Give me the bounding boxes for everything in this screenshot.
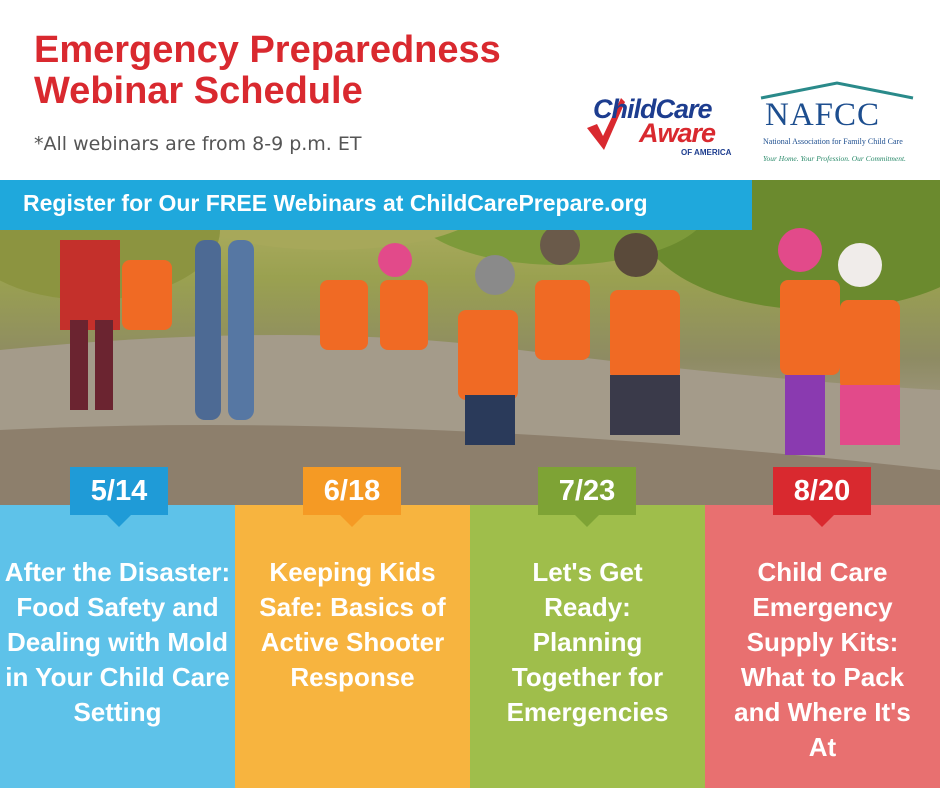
child-care-aware-logo	[585, 88, 750, 158]
webinar-column-3	[470, 475, 705, 788]
register-banner[interactable]	[0, 180, 752, 230]
webinar-column-4	[705, 475, 940, 788]
date-tab-2	[303, 467, 401, 527]
cca-logo-line-2: Aware	[639, 118, 716, 148]
nafcc-logo	[757, 80, 917, 168]
cca-logo-line-1: ChildCare	[593, 94, 712, 124]
webinar-title-3: Let's Get Ready: Planning Together for Emergencies	[506, 557, 669, 727]
webinar-date-4: 8/20	[793, 475, 851, 507]
subtitle: *All webinars are from 8-9 p.m. ET	[34, 133, 362, 155]
webinar-date-1: 5/14	[90, 475, 148, 507]
register-banner-text[interactable]: Register for Our FREE Webinars at ChildCarePrepare.org	[23, 190, 648, 216]
nafcc-name: NAFCC	[765, 97, 881, 133]
nafcc-tagline: Your Home. Your Profession. Our Commitment.	[763, 154, 906, 163]
nafcc-full-name: National Association for Family Child Care	[763, 137, 903, 146]
webinar-column-1	[0, 475, 235, 788]
title-line-1: Emergency Preparedness	[34, 29, 501, 71]
webinar-title-2: Keeping Kids Safe: Basics of Active Shooter Response	[259, 557, 446, 692]
page-title	[34, 30, 501, 112]
cca-logo-line-3: OF AMERICA	[681, 148, 732, 157]
title-line-2: Webinar Schedule	[34, 70, 363, 112]
date-tab-3	[538, 467, 636, 527]
date-tab-1	[70, 467, 168, 527]
webinar-date-3: 7/23	[558, 475, 616, 507]
webinar-title-4: Child Care Emergency Supply Kits: What to Pack and Where It's At	[734, 557, 911, 762]
date-tab-4	[773, 467, 871, 527]
webinar-title-1: After the Disaster: Food Safety and Dealing with Mold in Your Child Care Setting	[4, 557, 231, 727]
webinar-date-2: 6/18	[323, 475, 381, 507]
header	[0, 0, 940, 180]
webinar-column-2	[235, 475, 470, 788]
